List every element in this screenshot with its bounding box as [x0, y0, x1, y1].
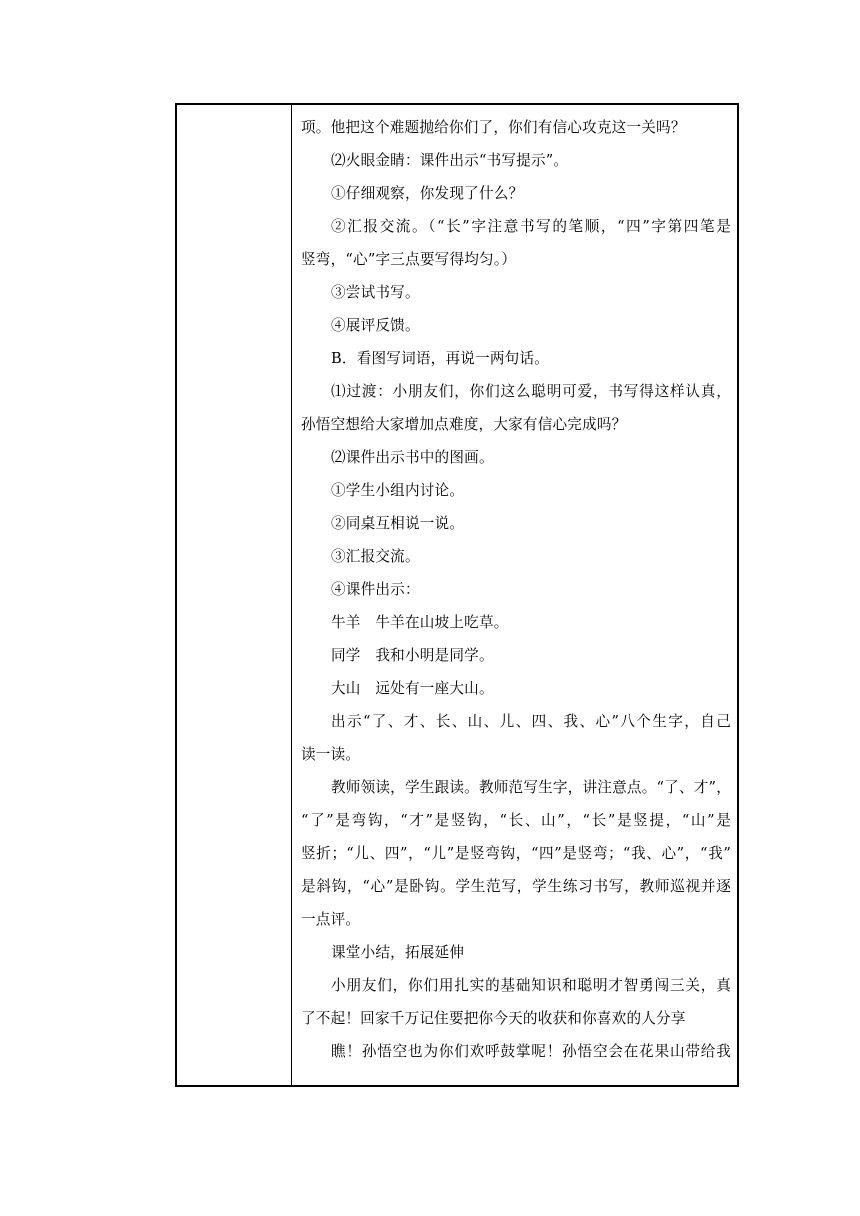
text-line: 了不起！回家千万记住要把你今天的收获和你喜欢的人分享 — [301, 1010, 686, 1027]
text-line: ①学生小组内讨论。 — [331, 482, 465, 499]
text-line: 孙悟空想给大家增加点难度，大家有信心完成吗？ — [301, 416, 627, 433]
text-line: 课堂小结，拓展延伸 — [331, 944, 465, 961]
text-line: 瞧！孙悟空也为你们欢呼鼓掌呢！孙悟空会在花果山带给我 — [331, 1043, 731, 1060]
text-line: ④展评反馈。 — [331, 317, 420, 334]
text-line: 同学 我和小明是同学。 — [331, 647, 494, 664]
text-line: ③尝试书写。 — [331, 284, 420, 301]
text-line: 竖弯，“心”字三点要写得均匀。） — [301, 251, 517, 268]
lesson-table — [175, 103, 739, 1087]
text-line: ②同桌互相说一说。 — [331, 515, 465, 532]
table-content-cell — [293, 105, 737, 1085]
text-line: ⑴过渡：小朋友们，你们这么聪明可爱，书写得这样认真， — [331, 383, 731, 400]
text-line: 是斜钩，“心”是卧钩。学生范写，学生练习书写，教师巡视并逐 — [301, 878, 731, 895]
text-line: “了”是弯钩，“才”是竖钩，“长、山”，“长”是竖提，“山”是 — [301, 812, 731, 829]
text-line: 教师领读，学生跟读。教师范写生字，讲注意点。“了、才”， — [331, 779, 731, 796]
text-line: 大山 远处有一座大山。 — [331, 680, 494, 697]
text-line: B．看图写词语，再说一两句话。 — [331, 350, 550, 367]
text-line: ①仔细观察，你发现了什么？ — [331, 185, 524, 202]
text-line: 项。他把这个难题抛给你们了，你们有信心攻克这一关吗？ — [301, 119, 686, 136]
text-line: 一点评。 — [301, 911, 361, 928]
text-line: ③汇报交流。 — [331, 548, 420, 565]
text-line: 竖折；“儿、四”，“儿”是竖弯钩，“四”是竖弯；“我、心”，“我” — [301, 845, 731, 862]
text-line: ⑵火眼金睛：课件出示“书写提示”。 — [331, 152, 569, 169]
text-line: 读一读。 — [301, 746, 361, 763]
text-line: ④课件出示： — [331, 581, 420, 598]
text-line: 出示“了、才、长、山、儿、四、我、心”八个生字，自己 — [331, 713, 731, 730]
text-line: ②汇报交流。（“长”字注意书写的笔顺，“四”字第四笔是 — [331, 218, 731, 235]
text-line: 小朋友们，你们用扎实的基础知识和聪明才智勇闯三关，真 — [331, 977, 731, 994]
text-line: 牛羊 牛羊在山坡上吃草。 — [331, 614, 509, 631]
text-line: ⑵课件出示书中的图画。 — [331, 449, 494, 466]
table-left-cell — [177, 105, 292, 1085]
